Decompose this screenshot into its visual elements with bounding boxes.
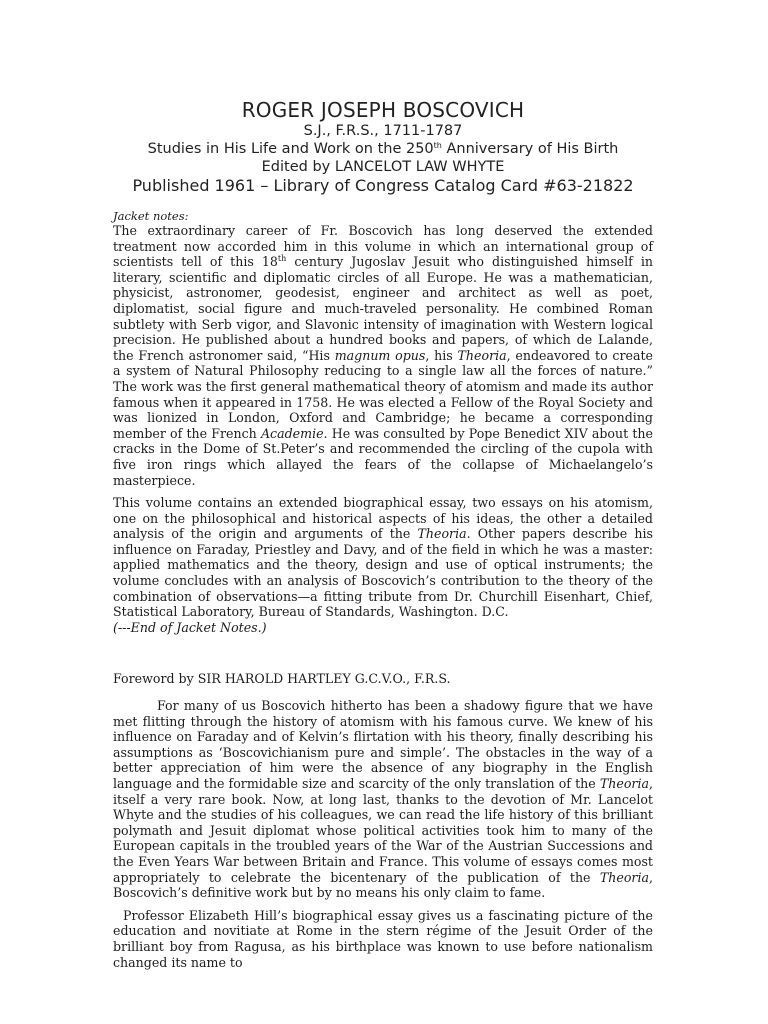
document-page	[113, 98, 653, 970]
jacket-p1-superscript: th	[277, 254, 287, 264]
studies-superscript: th	[433, 141, 442, 150]
jacket-p2-theoria: Theoria	[417, 526, 467, 542]
foreword-p1-text-a: For many of us Boscovich hitherto has been a shadowy figure that we have met flitting through the history of atomism with his famous curve. We knew of his influence on Faraday and of Kelvin’s flirtation with his theory, finally describing his assumptions as ‘Boscovichianism pure and simple’. The obstacles in the way of a better appreciation of him were the absence of any biography in the English language and the formidable size and scarcity of the only translation of the	[113, 698, 653, 791]
jacket-p1-text-c: , his	[425, 347, 458, 363]
jacket-p1-text-b: century Jugoslav Jesuit who distinguished himself in literary, scientific and diplomatic circles of all Europe. He was a mathematician, physicist, astronomer, geodesist, engineer and architect as well as poet, diplomatist, social figure and much-traveled personality. He combined Roman subtlety with Serb vigor, and Slavonic intensity of imagination with Western logical precision. He published about a hundred books and papers, of which de Lalande, the French astronomer said, “His	[113, 254, 653, 363]
publication-line: Published 1961 – Library of Congress Catalog Card #63-21822	[132, 176, 634, 195]
jacket-p1-magnum-opus: magnum opus	[334, 347, 426, 363]
jacket-p1-text-d: , endeavored to create a system of Natural Philosophy reducing to a single law all the forces of nature.” The work was the first general mathematical theory of atomism and made its author famous when it appeared in 1758. He was elected a Fellow of the Royal Society and was lionized in London, Oxford and Cambridge; he became a corresponding member of the French	[113, 347, 653, 441]
jacket-p1-text-a: The extraordinary career of Fr. Boscovich has long deserved the extended treatment now accorded him in this volume in which an international group of scientists tell of this 18	[113, 223, 653, 270]
foreword-p1-text-c: , Boscovich’s definitive work but by no means his only claim to fame.	[113, 869, 653, 901]
jacket-paragraph-2	[113, 495, 653, 620]
studies-text-start: Studies in His Life and Work on the 250	[147, 141, 434, 157]
foreword-p1-theoria-2: Theoria	[599, 869, 649, 885]
document-title: ROGER JOSEPH BOSCOVICH	[241, 98, 525, 122]
document-subtitle: S.J., F.R.S., 1711-1787	[303, 123, 463, 139]
jacket-p1-academie: Academie	[260, 425, 324, 441]
document-header	[113, 98, 653, 195]
jacket-p1-theoria: Theoria	[457, 347, 507, 363]
foreword-heading: Foreword by SIR HAROLD HARTLEY G.C.V.O., F.R.S.	[113, 671, 451, 687]
foreword-p1-theoria-1: Theoria	[599, 776, 649, 791]
jacket-end-note: (---End of Jacket Notes.)	[113, 619, 267, 635]
jacket-p2-text-b: . Other papers describe his influence on Faraday, Priestley and Davy, and of the field in which he was a master: applied mathematics and the theory, design and use of optical instruments; the volume concludes with an analysis of Boscovich’s contribution to the theory of the combination of observations—a fitting tribute from Dr. Churchill Eisenhart, Chief, Statistical Laboratory, Bureau of Standards, Washington. D.C.	[113, 526, 653, 620]
editor-line: Edited by LANCELOT LAW WHYTE	[261, 159, 505, 175]
foreword-paragraph-2: Professor Elizabeth Hill’s biographical essay gives us a fascinating picture of the education and novitiate at Rome in the stern régime of the Jesuit Order of the brilliant boy from Ragusa, as his birthplace was known to use before nationalism changed its name to	[113, 907, 653, 970]
jacket-p1-text-e: . He was consulted by Pope Benedict XIV about the cracks in the Dome of St.Peter’s and recommended the circling of the cupola with five iron rings which allayed the fears of the collapse of Michaelangelo’s masterpiece.	[113, 425, 653, 488]
jacket-p2-text-a: This volume contains an extended biographical essay, two essays on his atomism, one on the philosophical and historical aspects of his ideas, the other a detailed analysis of the origin and arguments of the	[113, 495, 653, 542]
foreword-p1-text-b: , itself a very rare book. Now, at long last, thanks to the devotion of Mr. Lancelot Whyte and the studies of his colleagues, we can read the life history of this brilliant polymath and Jesuit diplomat whose political activities took him to many of the European capitals in the troubled years of the War of the Austrian Successions and the Even Years War between Britain and France. This volume of essays comes most appropriately to celebrate the bicentenary of the publication of the	[113, 776, 653, 885]
studies-text-end: Anniversary of His Birth	[441, 141, 619, 157]
jacket-notes-label: Jacket notes:	[113, 209, 189, 223]
foreword-paragraph-1	[113, 698, 653, 901]
studies-line	[113, 140, 653, 158]
jacket-paragraph-1	[113, 223, 653, 488]
